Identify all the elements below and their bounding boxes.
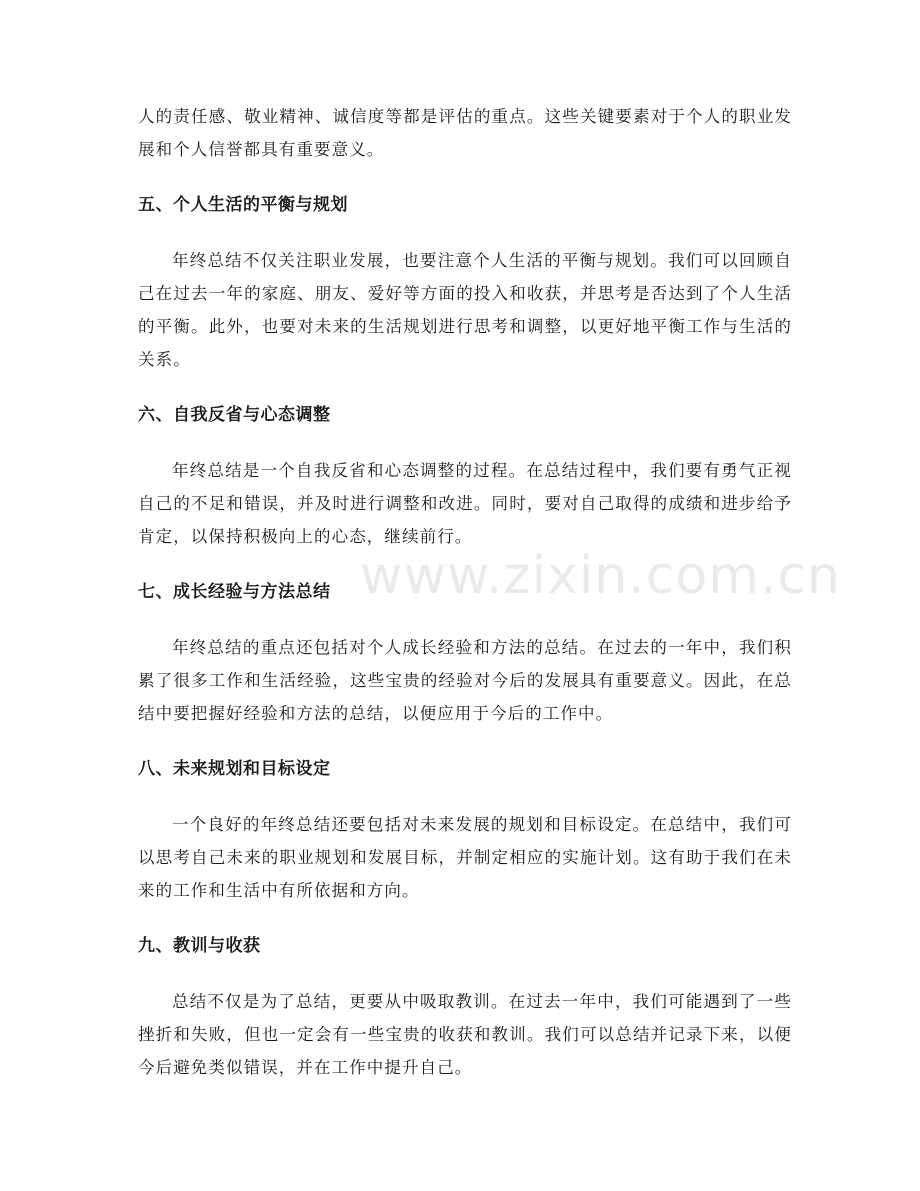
section-heading-5: 五、个人生活的平衡与规划 — [138, 195, 348, 215]
section-body-6: 年终总结是一个自我反省和心态调整的过程。在总结过程中，我们要有勇气正视自己的不足和错误，并及时进行调整和改进。同时，要对自己取得的成绩和进步给予肯定，以保持积极向上的心态，继续前行。 — [138, 461, 792, 546]
section-heading-9: 九、教训与收获 — [138, 936, 261, 956]
section-body-9: 总结不仅是为了总结，更要从中吸取教训。在过去一年中，我们可能遇到了一些挫折和失败，但也一定会有一些宝贵的收获和教训。我们可以总结并记录下来，以便今后避免类似错误，并在工作中提升自己。 — [138, 992, 792, 1077]
section-heading-8: 八、未来规划和目标设定 — [138, 759, 331, 779]
section-body-7: 年终总结的重点还包括对个人成长经验和方法的总结。在过去的一年中，我们积累了很多工作和生活经验，这些宝贵的经验对今后的发展具有重要意义。因此，在总结中要把握好经验和方法的总结，以便应用于今后的工作中。 — [138, 638, 792, 723]
intro-paragraph: 人的责任感、敬业精神、诚信度等都是评估的重点。这些关键要素对于个人的职业发展和个人信誉都具有重要意义。 — [138, 107, 792, 159]
section-heading-6: 六、自我反省与心态调整 — [138, 405, 331, 425]
section-body-5: 年终总结不仅关注职业发展，也要注意个人生活的平衡与规划。我们可以回顾自己在过去一年的家庭、朋友、爱好等方面的投入和收获，并思考是否达到了个人生活的平衡。此外，也要对未来的生活规划进行思考和调整，以更好地平衡工作与生活的关系。 — [138, 251, 792, 369]
watermark-text: www.zixin.com.cn — [360, 546, 841, 606]
section-body-8: 一个良好的年终总结还要包括对未来发展的规划和目标设定。在总结中，我们可以思考自己未来的职业规划和发展目标，并制定相应的实施计划。这有助于我们在未来的工作和生活中有所依据和方向。 — [138, 815, 792, 900]
document-body — [138, 100, 792, 1084]
section-heading-7: 七、成长经验与方法总结 — [138, 582, 331, 602]
